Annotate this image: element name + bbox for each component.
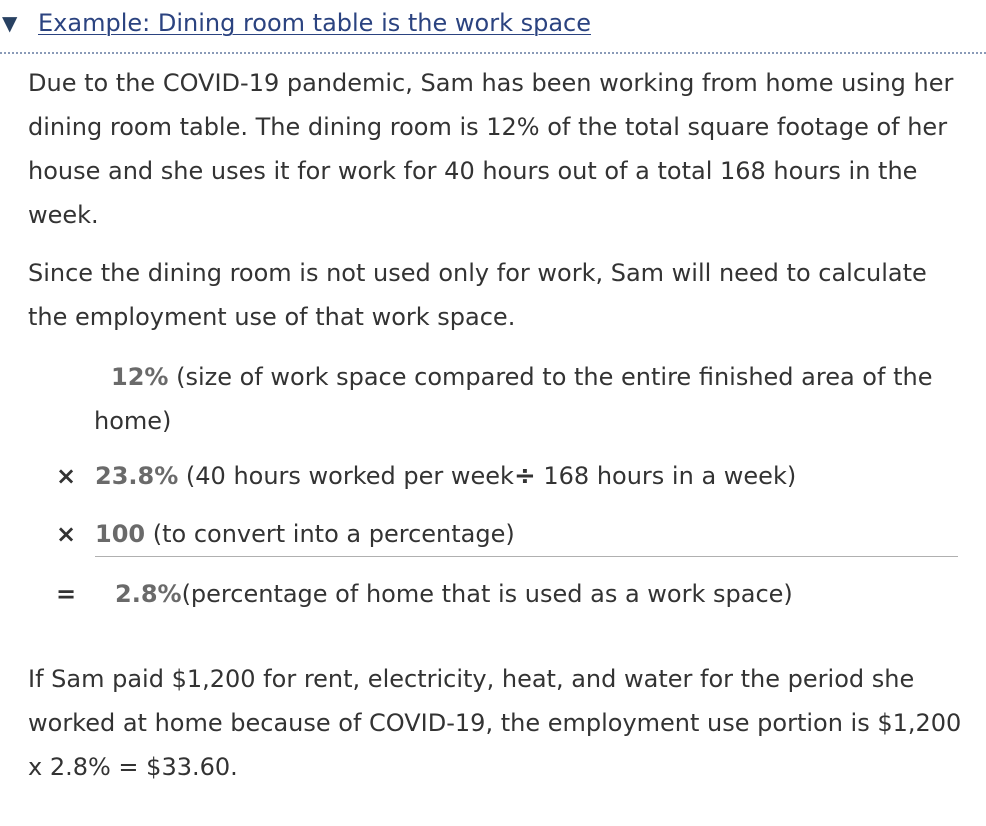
calc-row-size — [94, 355, 964, 443]
calc-value-result: 2.8% — [115, 580, 182, 608]
paragraph-conclusion: If Sam paid $1,200 for rent, electricity, heat, and water for the period she worked at home because of COVID-19, the employment use portion is $1,200 x 2.8% = $33.60. — [28, 665, 962, 781]
calc-value-hours: 23.8% — [95, 462, 179, 490]
equals-icon: = — [56, 580, 77, 608]
calc-text-result: (percentage of home that is used as a work space) — [181, 580, 793, 608]
calc-text-percentage: (to convert into a percentage) — [152, 520, 515, 548]
caret-down-icon[interactable]: ▼ — [2, 11, 18, 35]
calc-text-hours-before: (40 hours worked per week — [185, 462, 514, 490]
calc-text-hours-after: 168 hours in a week) — [543, 462, 797, 490]
sum-line — [95, 556, 958, 557]
summary-divider — [0, 52, 986, 54]
paragraph-employment-use: Since the dining room is not used only for work, Sam will need to calculate the employment use of that work space. — [28, 259, 927, 331]
divide-icon: ÷ — [513, 461, 536, 491]
multiply-icon: × — [56, 520, 77, 548]
calc-value-hundred: 100 — [95, 520, 146, 548]
calc-value-size: 12% — [111, 363, 169, 391]
paragraph-intro: Due to the COVID-19 pandemic, Sam has been working from home using her dining room table. The dining room is 12% of the total square footage of her house and she uses it for work for 40 hours out of a total 168 hours in the week. — [28, 69, 954, 229]
example-title-link[interactable]: Example: Dining room table is the work space — [38, 9, 591, 37]
calc-text-size: (size of work space compared to the entire finished area of the home) — [94, 363, 933, 435]
example-summary[interactable] — [0, 6, 591, 40]
multiply-icon: × — [56, 462, 77, 490]
